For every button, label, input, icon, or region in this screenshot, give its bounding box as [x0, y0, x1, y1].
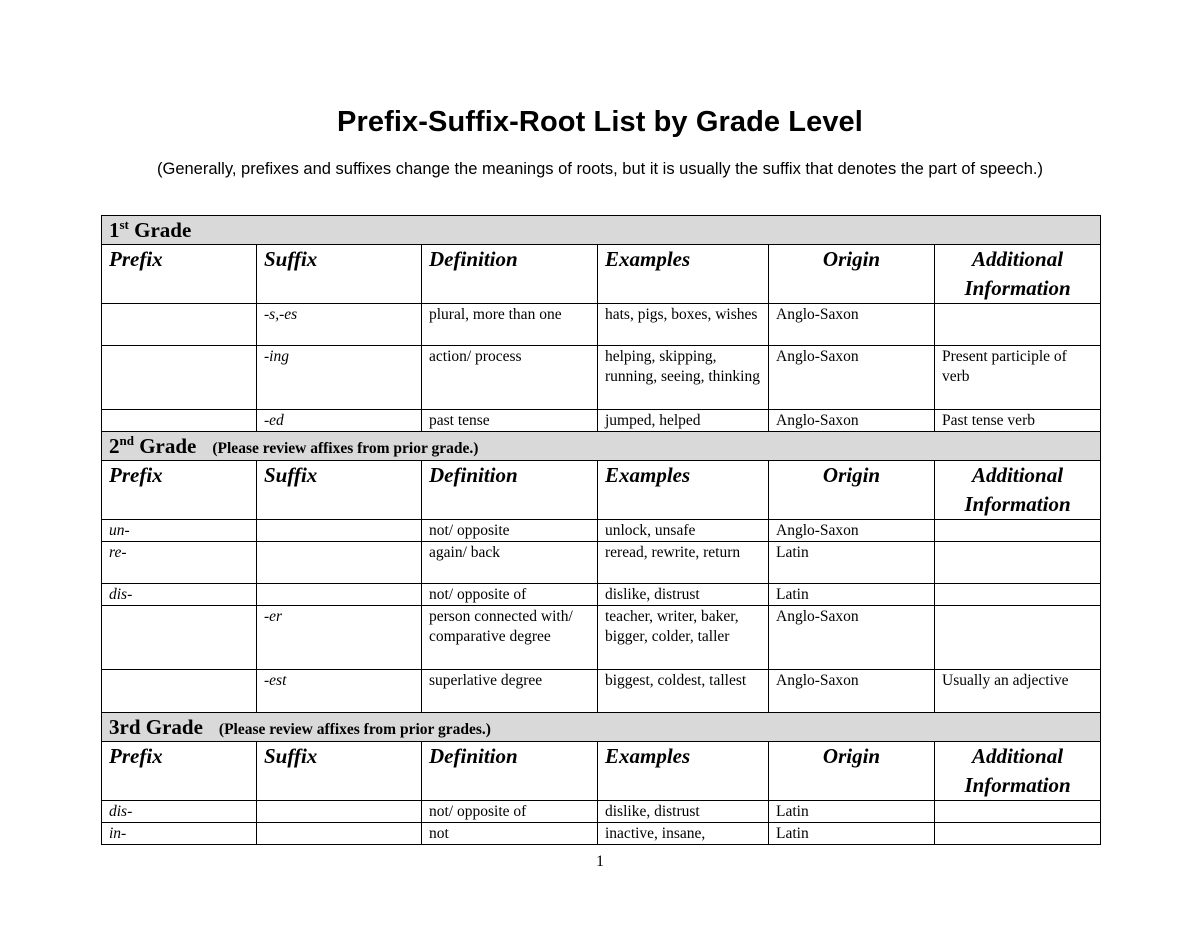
cell-additional-info [935, 542, 1101, 584]
cell-additional-info: Present participle of verb [935, 346, 1101, 410]
cell-definition: person connected with/ comparative degree [422, 606, 598, 670]
cell-examples: teacher, writer, baker, bigger, colder, taller [598, 606, 769, 670]
cell-additional-info [935, 606, 1101, 670]
cell-suffix: -er [257, 606, 422, 670]
column-header-examples: Examples [598, 245, 769, 304]
cell-prefix [102, 410, 257, 432]
cell-origin: Anglo-Saxon [769, 520, 935, 542]
cell-origin: Latin [769, 801, 935, 823]
grade-number: 2 [109, 434, 120, 458]
grade-title [109, 715, 203, 739]
cell-prefix: in- [102, 823, 257, 845]
grade-title [109, 434, 196, 458]
cell-prefix: re- [102, 542, 257, 584]
column-header-definition: Definition [422, 461, 598, 520]
cell-prefix [102, 670, 257, 713]
cell-definition: not [422, 823, 598, 845]
cell-additional-info: Usually an adjective [935, 670, 1101, 713]
table-row [102, 410, 1101, 432]
column-header-examples: Examples [598, 742, 769, 801]
table-row [102, 823, 1101, 845]
cell-suffix [257, 542, 422, 584]
cell-suffix [257, 801, 422, 823]
table-row [102, 304, 1101, 346]
cell-origin: Anglo-Saxon [769, 346, 935, 410]
cell-origin: Latin [769, 542, 935, 584]
grade-header [102, 216, 1101, 245]
cell-definition: not/ opposite of [422, 801, 598, 823]
column-header-origin: Origin [769, 245, 935, 304]
table-row [102, 542, 1101, 584]
cell-definition: not/ opposite [422, 520, 598, 542]
column-header-additional-info: Additional Information [935, 742, 1101, 801]
grade-label: Grade [133, 434, 197, 458]
cell-prefix [102, 606, 257, 670]
cell-prefix: dis- [102, 584, 257, 606]
cell-additional-info [935, 801, 1101, 823]
cell-examples: biggest, coldest, tallest [598, 670, 769, 713]
column-header-prefix: Prefix [102, 245, 257, 304]
cell-suffix: -ed [257, 410, 422, 432]
cell-definition: plural, more than one [422, 304, 598, 346]
grade-note: (Please review affixes from prior grades.) [218, 721, 491, 738]
column-header-examples: Examples [598, 461, 769, 520]
cell-examples: unlock, unsafe [598, 520, 769, 542]
affix-table [101, 215, 1101, 845]
page-title: Prefix-Suffix-Root List by Grade Level [337, 106, 863, 138]
table-row [102, 346, 1101, 410]
grade-header-cell [102, 713, 1101, 742]
cell-prefix [102, 304, 257, 346]
cell-origin: Anglo-Saxon [769, 670, 935, 713]
table-row [102, 606, 1101, 670]
column-header-additional-info: Additional Information [935, 245, 1101, 304]
grade-number: 3rd [109, 715, 141, 739]
cell-examples: jumped, helped [598, 410, 769, 432]
column-header-suffix: Suffix [257, 742, 422, 801]
table-row [102, 801, 1101, 823]
cell-definition: superlative degree [422, 670, 598, 713]
column-header-origin: Origin [769, 742, 935, 801]
cell-origin: Anglo-Saxon [769, 410, 935, 432]
column-header-definition: Definition [422, 245, 598, 304]
cell-examples: helping, skipping, running, seeing, thinking [598, 346, 769, 410]
grade-label: Grade [128, 218, 192, 242]
cell-definition: action/ process [422, 346, 598, 410]
grade-header-cell [102, 432, 1101, 461]
cell-origin: Latin [769, 823, 935, 845]
grade-ordinal-suffix: nd [119, 433, 134, 448]
cell-prefix: un- [102, 520, 257, 542]
column-header-prefix: Prefix [102, 461, 257, 520]
cell-suffix: -s,-es [257, 304, 422, 346]
cell-additional-info: Past tense verb [935, 410, 1101, 432]
cell-examples: hats, pigs, boxes, wishes [598, 304, 769, 346]
cell-definition: past tense [422, 410, 598, 432]
table-row [102, 584, 1101, 606]
cell-additional-info [935, 304, 1101, 346]
table-row [102, 670, 1101, 713]
cell-examples: inactive, insane, [598, 823, 769, 845]
cell-prefix [102, 346, 257, 410]
table-row [102, 520, 1101, 542]
cell-additional-info [935, 520, 1101, 542]
column-header-origin: Origin [769, 461, 935, 520]
cell-origin: Anglo-Saxon [769, 304, 935, 346]
column-header-prefix: Prefix [102, 742, 257, 801]
column-header-suffix: Suffix [257, 461, 422, 520]
cell-definition: again/ back [422, 542, 598, 584]
cell-examples: reread, rewrite, return [598, 542, 769, 584]
column-header-row [102, 245, 1101, 304]
grade-number: 1 [109, 218, 120, 242]
column-header-row [102, 742, 1101, 801]
cell-examples: dislike, distrust [598, 801, 769, 823]
grade-label: Grade [140, 715, 203, 739]
cell-suffix [257, 584, 422, 606]
cell-definition: not/ opposite of [422, 584, 598, 606]
grade-ordinal-suffix: st [119, 217, 129, 232]
cell-origin: Latin [769, 584, 935, 606]
page-subtitle: (Generally, prefixes and suffixes change the meanings of roots, but it is usually the suffix that denotes the part of speech.) [156, 160, 1043, 178]
cell-examples: dislike, distrust [598, 584, 769, 606]
cell-additional-info [935, 584, 1101, 606]
column-header-suffix: Suffix [257, 245, 422, 304]
column-header-definition: Definition [422, 742, 598, 801]
grade-title [109, 218, 191, 242]
cell-additional-info [935, 823, 1101, 845]
cell-origin: Anglo-Saxon [769, 606, 935, 670]
column-header-row [102, 461, 1101, 520]
column-header-additional-info: Additional Information [935, 461, 1101, 520]
grade-header [102, 432, 1101, 461]
cell-prefix: dis- [102, 801, 257, 823]
page-number: 1 [596, 853, 604, 870]
grade-header-cell [102, 216, 1101, 245]
grade-header [102, 713, 1101, 742]
cell-suffix: -ing [257, 346, 422, 410]
grade-note: (Please review affixes from prior grade.) [212, 440, 479, 457]
cell-suffix [257, 823, 422, 845]
cell-suffix: -est [257, 670, 422, 713]
cell-suffix [257, 520, 422, 542]
